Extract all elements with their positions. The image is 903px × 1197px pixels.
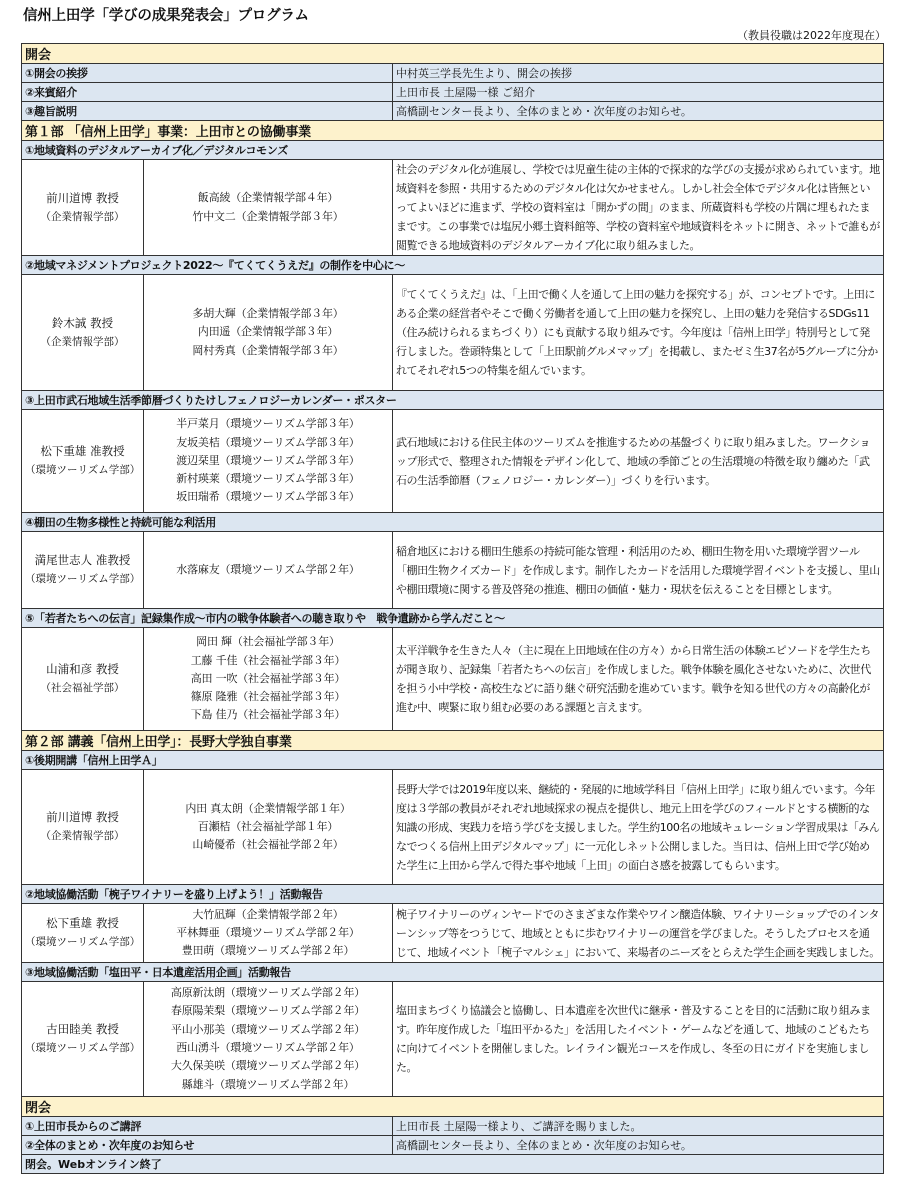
professor-cell xyxy=(22,904,144,963)
student-name: 竹中文二（企業情報学部３年） xyxy=(192,209,344,223)
program-item-label: ①開会の挨拶 xyxy=(22,64,393,83)
program-item-label: ②来賓紹介 xyxy=(22,83,393,102)
professor-cell xyxy=(22,982,144,1097)
student-name: 岡村秀真（企業情報学部３年） xyxy=(192,343,344,357)
student-name: 飯高綾（企業情報学部４年） xyxy=(197,191,339,205)
professor-department: （企業情報学部） xyxy=(40,335,125,348)
program-item-desc: 中村英三学長先生より、開会の挨拶 xyxy=(393,64,884,83)
professor-cell xyxy=(22,628,144,731)
session-row xyxy=(22,770,884,885)
student-name: 縣雄斗（環境ツーリズム学部２年） xyxy=(181,1077,355,1091)
part1-header-row xyxy=(22,121,884,141)
session-title-row xyxy=(22,256,884,275)
closing-header-row xyxy=(22,1097,884,1117)
professor-cell xyxy=(22,532,144,609)
session-title-row xyxy=(22,141,884,160)
professor-name: 鈴木誠 教授 xyxy=(51,315,114,330)
session-description: 長野大学では2019年度以来、継続的・発展的に地域学科目「信州上田学」に取り組んでいます。今年度は３学部の教員がそれぞれ地域探求の視点を提供し、地元上田を学びのフィールドとする横断的な知識の形成、実践力を培う学びを支援しました。学生約100名の地域キュレーション学習成果は「みんなでつくる信州上田デジタルマップ」に一元化しネット公開しました。当日は、信州上田で学び始めた学生に上田から学んで得た事や地域「上田」の面白さ感を披露してもらいます。 xyxy=(393,770,884,885)
session-description: 塩田まちづくり協議会と協働し、日本遺産を次世代に継承・普及することを目的に活動に取り組みます。昨年度作成した「塩田平かるた」を活用したイベント・ゲームなどを通して、地域のこどもたちに向けてイベントを開催しました。レイライン観光コースを作成し、冬至の日にガイドを実施しました。 xyxy=(393,982,884,1097)
program-item-desc: 上田市長 土屋陽一様より、ご講評を賜りました。 xyxy=(393,1117,884,1136)
professor-name: 前川道博 教授 xyxy=(46,810,119,824)
session-row xyxy=(22,628,884,731)
section-header: 閉会 xyxy=(22,1097,884,1117)
professor-cell xyxy=(22,160,144,256)
program-body xyxy=(22,44,884,1174)
opening-item-row xyxy=(22,83,884,102)
professor-department: （環境ツーリズム学部） xyxy=(25,1042,141,1054)
session-row xyxy=(22,275,884,391)
closing-end-text: 閉会。Webオンライン終了 xyxy=(22,1155,884,1174)
session-row xyxy=(22,532,884,609)
professor-department: （環境ツーリズム学部） xyxy=(25,936,141,948)
session-description: 稲倉地区における棚田生態系の持続可能な管理・利活用のため、棚田生物を用いた環境学習ツール「棚田生物クイズカード」を作成します。制作したカードを活用した環境学習イベントを支援し、里山や棚田環境に関する普及啓発の推進、棚田の価値・魅力・現状を伝えることを目標とします。 xyxy=(393,532,884,609)
session-row xyxy=(22,982,884,1097)
professor-name: 山浦和彦 教授 xyxy=(46,662,119,676)
section-header: 第２部 講義「信州上田学」：長野大学独自事業 xyxy=(22,731,884,751)
session-row xyxy=(22,160,884,256)
session-title-row xyxy=(22,751,884,770)
part2-header-row xyxy=(22,731,884,751)
professor-department: （環境ツーリズム学部） xyxy=(25,464,141,476)
professor-department: （環境ツーリズム学部） xyxy=(25,573,141,585)
session-title: ①後期開講「信州上田学Ａ」 xyxy=(22,751,884,770)
professor-department: （社会福祉学部） xyxy=(40,682,125,694)
student-name: 下島 佳乃（社会福祉学部３年） xyxy=(190,708,346,722)
student-name: 新村瑛莱（環境ツーリズム学部３年） xyxy=(176,472,360,486)
students-cell xyxy=(144,770,393,885)
professor-name: 満尾世志人 准教授 xyxy=(34,553,131,567)
professor-name: 松下重雄 准教授 xyxy=(40,444,125,458)
student-name: 内田 真太朗（企業情報学部１年） xyxy=(185,801,351,815)
session-title-row xyxy=(22,391,884,410)
student-name: 内田遥（企業情報学部３年） xyxy=(197,325,339,339)
session-title-row xyxy=(22,513,884,532)
program-item-label: ②全体のまとめ・次年度のお知らせ xyxy=(22,1136,393,1155)
student-name: 百瀬桔（社会福祉学部１年） xyxy=(197,819,339,833)
session-title: ③上田市武石地域生活季節暦づくりたけしフェノロジーカレンダー・ポスター xyxy=(22,391,884,410)
professor-cell xyxy=(22,410,144,513)
session-title-row xyxy=(22,885,884,904)
session-title: ⑤「若者たちへの伝言」記録集作成〜市内の戦争体験者への聴き取りや 戦争遺跡から学んだこと〜 xyxy=(22,609,884,628)
students-cell xyxy=(144,628,393,731)
session-title-row xyxy=(22,609,884,628)
closing-end-row xyxy=(22,1155,884,1174)
student-name: 工藤 千佳（社会福祉学部３年） xyxy=(190,653,346,667)
session-description: 『てくてくうえだ』は、「上田で働く人を通して上田の魅力を探究する」が、コンセプトです。上田にある企業の経営者やそこで働く労働者を通して上田の魅力を探究し、上田の魅力を発信するSDGs11（住み続けられるまちづくり）にも貢献する取り組みです。今年度は「信州上田学」特別号として発行しました。巻頭特集として「上田駅前グルメマップ」を掲載し、またゼミ生37名が5グループに分かれてそれぞれ5つの特集を組んでいます。 xyxy=(393,275,884,391)
program-item-desc: 高橋副センター長より、全体のまとめ・次年度のお知らせ。 xyxy=(393,1136,884,1155)
student-name: 篠原 隆雅（社会福祉学部３年） xyxy=(190,690,346,704)
student-name: 平山小那美（環境ツーリズム学部２年） xyxy=(170,1022,366,1036)
student-name: 渡辺栞里（環境ツーリズム学部３年） xyxy=(176,453,360,467)
session-title: ③地域協働活動「塩田平・日本遺産活用企画」活動報告 xyxy=(22,963,884,982)
student-name: 高田 一吹（社会福祉学部３年） xyxy=(190,671,346,685)
student-name: 多胡大輝（企業情報学部３年） xyxy=(192,307,344,321)
student-name: 大久保美咲（環境ツーリズム学部２年） xyxy=(170,1059,366,1073)
professor-department: （企業情報学部） xyxy=(40,210,125,223)
student-name: 坂田瑞希（環境ツーリズム学部３年） xyxy=(176,490,360,504)
students-cell xyxy=(144,275,393,391)
student-name: 大竹凪輝（企業情報学部２年） xyxy=(192,907,344,921)
students-cell xyxy=(144,532,393,609)
professor-cell xyxy=(22,275,144,391)
session-title-row xyxy=(22,963,884,982)
closing-item-row xyxy=(22,1136,884,1155)
session-description: 椀子ワイナリーのヴィンヤードでのさまざまな作業やワイン醸造体験、ワイナリーショップでのインターンシップ等をつうじて、地域とともに歩むワイナリーの運営を学びました。そうしたプロセスを通じて、地域イベント「椀子マルシェ」において、来場者のニーズをとらえた学生企画を実践しました。 xyxy=(393,904,884,963)
student-name: 友坂美桔（環境ツーリズム学部３年） xyxy=(176,435,360,449)
program-item-label: ①上田市長からのご講評 xyxy=(22,1117,393,1136)
student-name: 平林舞亜（環境ツーリズム学部２年） xyxy=(176,925,360,939)
student-name: 岡田 輝（社会福祉学部３年） xyxy=(196,635,340,649)
professor-department: （企業情報学部） xyxy=(40,830,125,842)
student-name: 豊田萌（環境ツーリズム学部２年） xyxy=(181,944,355,958)
section-header: 第１部 「信州上田学」事業：上田市との協働事業 xyxy=(22,121,884,141)
session-row xyxy=(22,904,884,963)
section-header: 開会 xyxy=(22,44,884,64)
students-cell xyxy=(144,160,393,256)
closing-item-row xyxy=(22,1117,884,1136)
session-title: ②地域協働活動「椀子ワイナリーを盛り上げよう！」活動報告 xyxy=(22,885,884,904)
opening-item-row xyxy=(22,64,884,83)
program-item-desc: 上田市長 土屋陽一様 ご紹介 xyxy=(393,83,884,102)
student-name: 水落麻友（環境ツーリズム学部２年） xyxy=(176,562,360,576)
program-item-desc: 高橋副センター長より、全体のまとめ・次年度のお知らせ。 xyxy=(393,102,884,121)
student-name: 西山湧斗（環境ツーリズム学部２年） xyxy=(176,1041,360,1054)
session-title: ①地域資料のデジタルアーカイブ化／デジタルコモンズ xyxy=(22,141,884,160)
session-title: ④棚田の生物多様性と持続可能な利活用 xyxy=(22,513,884,532)
session-description: 社会のデジタル化が進展し、学校では児童生徒の主体的で探求的な学びの支援が求められています。地域資料を参照・共用するためのデジタル化は欠かせません。しかし社会全体でデジタル化は皆無といってよいほどに進まず、学校の資料室は「開かずの間」のまま、所蔵資料も学校の片隅に埋もれたままです。この事業では塩尻小郷土資料館等、学校の資料室や地域資料をネットに開き、ネットで誰もが閲覧できる地域資料のデジタルアーカイブ化に取り組みました。 xyxy=(393,160,884,256)
professor-name: 古田睦美 教授 xyxy=(46,1022,119,1036)
session-title: ②地域マネジメントプロジェクト2022〜『てくてくうえだ』の制作を中心に〜 xyxy=(22,256,884,275)
session-row xyxy=(22,410,884,513)
fiscal-year-note: （教員役職は2022年度現在） xyxy=(737,29,886,42)
professor-name: 松下重雄 教授 xyxy=(46,916,119,930)
professor-name: 前川道博 教授 xyxy=(46,190,119,205)
program-table xyxy=(21,43,884,1174)
program-item-label: ③趣旨説明 xyxy=(22,102,393,121)
students-cell xyxy=(144,982,393,1097)
opening-header-row xyxy=(22,44,884,64)
student-name: 山崎優希（社会福祉学部２年） xyxy=(192,838,344,852)
session-description: 武石地域における住民主体のツーリズムを推進するための基盤づくりに取り組みました。ワークショップ形式で、整理された情報をデザイン化して、地域の季節ごとの生活環境の特徴を取り纏めた「武石の生活季節暦（フェノロジー・カレンダー）」づくりを行います。 xyxy=(393,410,884,513)
session-description: 太平洋戦争を生きた人々（主に現在上田地域在住の方々）から日常生活の体験エピソードを学生たちが聞き取り、記録集「若者たちへの伝言」を作成しました。戦争体験を風化させないために、次世代を担う小中学校・高校生などに語り継ぐ研究活動を進めています。戦争を知る世代の方々の高齢化が進む中、喫緊に取り組む必要のある課題と言えます。 xyxy=(393,628,884,731)
opening-item-row xyxy=(22,102,884,121)
students-cell xyxy=(144,410,393,513)
student-name: 春原陽茉梨（環境ツーリズム学部２年） xyxy=(170,1004,366,1018)
student-name: 高原新汰朗（環境ツーリズム学部２年） xyxy=(170,986,366,1000)
student-name: 半戸菜月（環境ツーリズム学部３年） xyxy=(176,417,360,431)
page-title: 信州上田学「学びの成果発表会」プログラム xyxy=(23,8,309,24)
professor-cell xyxy=(22,770,144,885)
students-cell xyxy=(144,904,393,963)
